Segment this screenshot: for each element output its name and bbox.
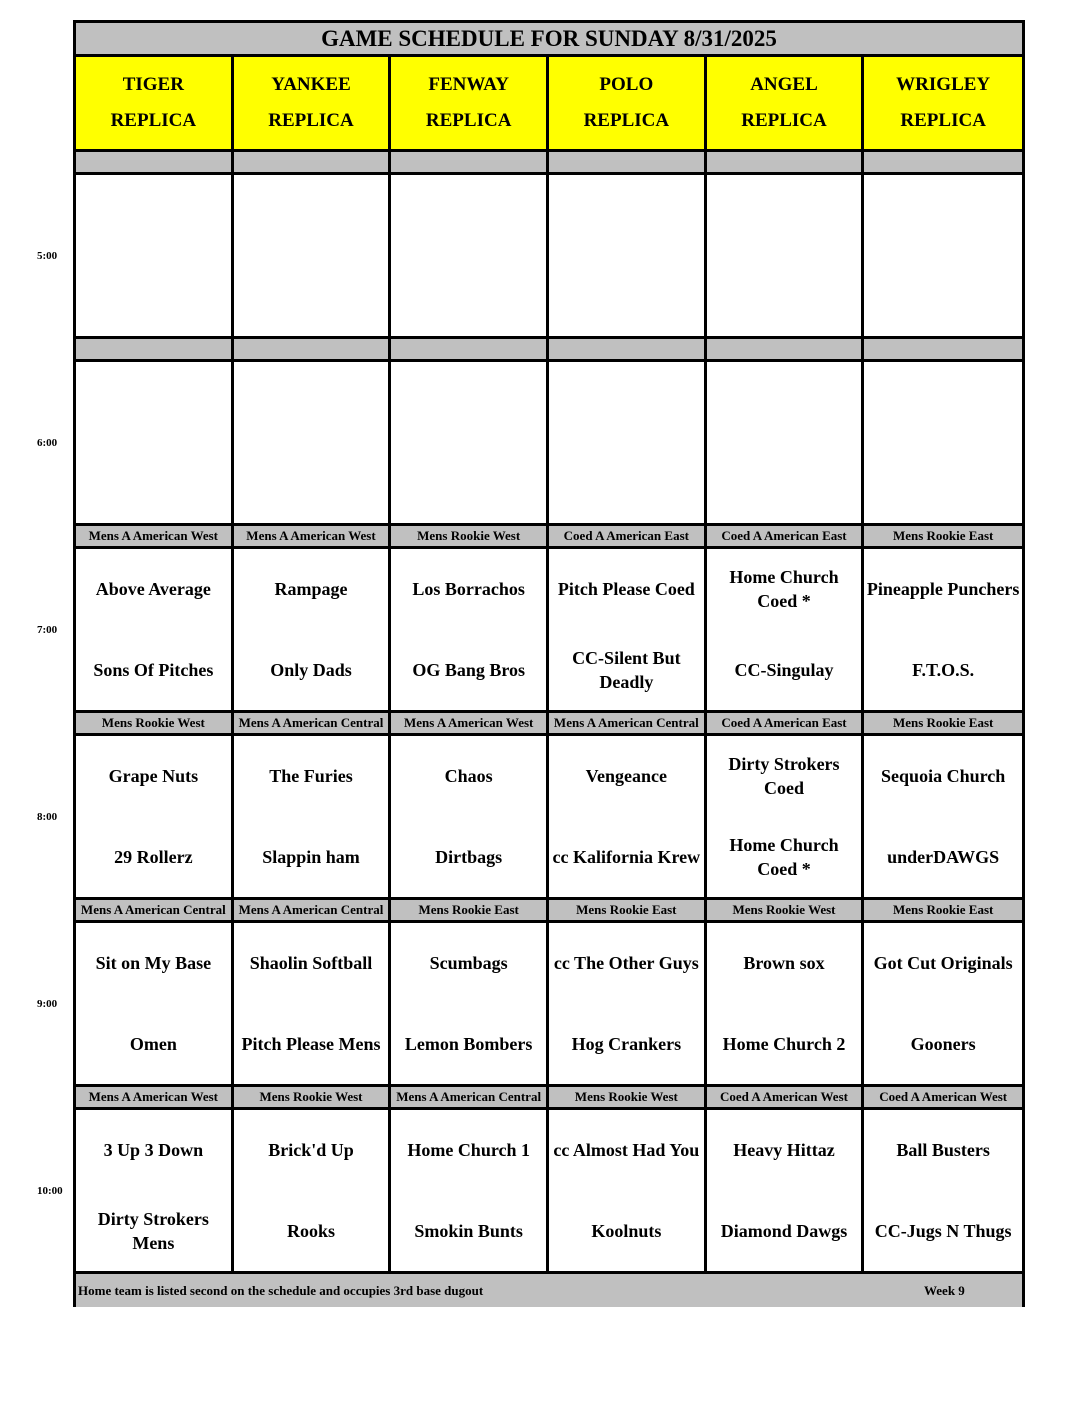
division-label: Mens A American West	[76, 526, 234, 549]
home-team	[234, 256, 389, 337]
away-team: Los Borrachos	[412, 579, 525, 600]
time-label: 10:00	[37, 1185, 63, 1197]
home-team: Slappin ham	[262, 846, 360, 867]
away-team	[76, 175, 231, 256]
away-team	[549, 175, 704, 256]
division-label	[76, 152, 234, 175]
field-name: POLO	[599, 74, 654, 95]
game-cell	[707, 736, 865, 900]
game-cell	[234, 549, 392, 713]
away-team: Grape Nuts	[108, 766, 199, 787]
division-label	[707, 339, 865, 362]
home-team: CC-Singulay	[734, 659, 834, 680]
home-team: Lemon Bombers	[404, 1033, 533, 1054]
home-team: Home Church Coed *	[729, 834, 839, 879]
division-label: Coed A American West	[707, 1087, 865, 1110]
home-team	[234, 443, 389, 524]
schedule-table	[73, 20, 1025, 1307]
game-cell	[549, 362, 707, 526]
division-label: Coed A American East	[707, 713, 865, 736]
game-cell	[864, 923, 1022, 1087]
division-label: Mens Rookie East	[864, 900, 1022, 923]
division-label	[234, 339, 392, 362]
division-label: Mens Rookie West	[707, 900, 865, 923]
away-team: The Furies	[269, 766, 353, 787]
division-label: Mens Rookie East	[864, 713, 1022, 736]
field-name: WRIGLEY	[896, 74, 991, 95]
away-team: Sequoia Church	[881, 766, 1006, 787]
division-label	[549, 152, 707, 175]
game-cell	[76, 549, 234, 713]
division-label: Mens A American Central	[234, 900, 392, 923]
game-cell	[549, 1110, 707, 1274]
division-label	[707, 152, 865, 175]
away-team	[391, 362, 546, 443]
game-cell	[864, 175, 1022, 339]
time-label: 9:00	[37, 998, 58, 1010]
away-team: Home Church Coed *	[729, 567, 839, 612]
away-team	[549, 362, 704, 443]
field-type: REPLICA	[268, 110, 354, 131]
division-label: Mens Rookie West	[391, 526, 549, 549]
time-label: 8:00	[37, 811, 58, 823]
division-label	[234, 152, 392, 175]
field-name: ANGEL	[750, 74, 818, 95]
home-team	[707, 256, 862, 337]
division-label: Mens Rookie West	[76, 713, 234, 736]
field-header-polo	[549, 57, 707, 152]
home-team: underDAWGS	[887, 846, 1000, 867]
field-name: FENWAY	[428, 74, 509, 95]
division-label: Mens A American West	[76, 1087, 234, 1110]
home-team	[391, 443, 546, 524]
division-label: Mens A American West	[391, 713, 549, 736]
game-cell	[864, 1110, 1022, 1274]
home-team: Sons Of Pitches	[93, 659, 214, 680]
home-team	[549, 256, 704, 337]
game-cell	[707, 549, 865, 713]
away-team	[234, 175, 389, 256]
division-label	[391, 339, 549, 362]
home-team: CC-Jugs N Thugs	[874, 1220, 1012, 1241]
home-team: Pitch Please Mens	[241, 1033, 381, 1054]
game-cell	[391, 175, 549, 339]
home-team-note: Home team is listed second on the schedule and occupies 3rd base dugout	[78, 1282, 484, 1298]
away-team: Vengeance	[585, 766, 667, 787]
home-team: Dirtbags	[435, 846, 503, 867]
game-cell	[391, 736, 549, 900]
game-cell	[707, 1110, 865, 1274]
away-team: Above Average	[95, 579, 211, 600]
away-team: Got Cut Originals	[873, 953, 1013, 974]
division-label: Mens A American Central	[391, 1087, 549, 1110]
game-cell	[549, 736, 707, 900]
week-label: Week 9	[924, 1282, 965, 1298]
footer	[76, 1274, 1022, 1307]
home-team: CC-Silent But Deadly	[572, 647, 681, 692]
game-cell	[549, 923, 707, 1087]
home-team: F.T.O.S.	[912, 659, 975, 680]
schedule-title: GAME SCHEDULE FOR SUNDAY 8/31/2025	[76, 23, 1022, 57]
field-type: REPLICA	[425, 110, 512, 131]
away-team	[864, 362, 1022, 443]
game-cell	[234, 1110, 392, 1274]
game-cell	[234, 736, 392, 900]
away-team	[707, 175, 862, 256]
away-team: Pitch Please Coed	[557, 579, 695, 600]
away-team: Chaos	[444, 766, 493, 787]
game-cell	[234, 175, 392, 339]
division-label: Coed A American West	[864, 1087, 1022, 1110]
game-cell	[707, 362, 865, 526]
away-team	[707, 362, 862, 443]
game-cell	[549, 549, 707, 713]
field-name: YANKEE	[271, 74, 351, 95]
away-team	[234, 362, 389, 443]
field-header-wrigley	[864, 57, 1022, 152]
game-cell	[76, 362, 234, 526]
division-label: Mens A American Central	[549, 713, 707, 736]
game-cell	[864, 736, 1022, 900]
division-label: Mens Rookie East	[864, 526, 1022, 549]
away-team: Ball Busters	[896, 1140, 990, 1161]
home-team: Diamond Dawgs	[720, 1220, 848, 1241]
home-team	[864, 443, 1022, 524]
away-team: Pineapple Punchers	[866, 579, 1020, 600]
field-header-angel	[707, 57, 865, 152]
game-cell	[864, 549, 1022, 713]
home-team: Smokin Bunts	[414, 1220, 523, 1241]
home-team: Home Church 2	[722, 1033, 846, 1054]
division-label	[549, 339, 707, 362]
field-header-tiger	[76, 57, 234, 152]
home-team: Omen	[129, 1033, 177, 1054]
home-team: Rooks	[286, 1220, 335, 1241]
division-label: Mens A American West	[234, 526, 392, 549]
division-label	[391, 152, 549, 175]
division-label: Coed A American East	[707, 526, 865, 549]
home-team: Koolnuts	[591, 1220, 662, 1241]
away-team: Brick'd Up	[268, 1140, 354, 1161]
home-team: cc Kalifornia Krew	[552, 846, 701, 867]
home-team	[707, 443, 862, 524]
game-cell	[391, 549, 549, 713]
home-team	[549, 443, 704, 524]
division-label: Mens Rookie East	[549, 900, 707, 923]
division-label: Mens Rookie West	[549, 1087, 707, 1110]
game-cell	[864, 362, 1022, 526]
home-team: 29 Rollerz	[114, 846, 193, 867]
game-cell	[391, 1110, 549, 1274]
home-team	[864, 256, 1022, 337]
division-label	[864, 152, 1022, 175]
away-team: Brown sox	[743, 953, 825, 974]
away-team: Heavy Hittaz	[733, 1140, 835, 1161]
home-team: Only Dads	[270, 659, 352, 680]
home-team	[76, 256, 231, 337]
game-cell	[76, 1110, 234, 1274]
game-cell	[234, 362, 392, 526]
field-type: REPLICA	[900, 110, 986, 131]
home-team: OG Bang Bros	[412, 659, 526, 680]
field-type: REPLICA	[583, 110, 670, 131]
field-header-fenway	[391, 57, 549, 152]
division-label: Mens A American Central	[76, 900, 234, 923]
field-type: REPLICA	[110, 110, 197, 131]
away-team: Home Church 1	[407, 1140, 530, 1161]
away-team	[864, 175, 1022, 256]
division-label	[864, 339, 1022, 362]
game-cell	[707, 175, 865, 339]
away-team: Dirty Strokers Coed	[728, 754, 840, 799]
home-team: Hog Crankers	[571, 1033, 682, 1054]
division-label	[76, 339, 234, 362]
time-label: 7:00	[37, 624, 58, 636]
time-label: 6:00	[37, 437, 58, 449]
division-label: Mens Rookie West	[234, 1087, 392, 1110]
away-team: Shaolin Softball	[249, 953, 373, 974]
away-team	[76, 362, 231, 443]
game-cell	[707, 923, 865, 1087]
division-label: Mens A American Central	[234, 713, 392, 736]
away-team: 3 Up 3 Down	[103, 1140, 204, 1161]
home-team	[391, 256, 546, 337]
game-cell	[391, 362, 549, 526]
game-cell	[76, 175, 234, 339]
away-team: cc Almost Had You	[553, 1140, 700, 1161]
away-team: Sit on My Base	[95, 953, 212, 974]
game-cell	[76, 923, 234, 1087]
time-label: 5:00	[37, 250, 58, 262]
division-label: Mens Rookie East	[391, 900, 549, 923]
game-cell	[76, 736, 234, 900]
away-team: Rampage	[274, 579, 348, 600]
away-team: Scumbags	[429, 953, 508, 974]
home-team: Gooners	[910, 1033, 976, 1054]
game-cell	[549, 175, 707, 339]
field-header-yankee	[234, 57, 392, 152]
home-team	[76, 443, 231, 524]
field-name: TIGER	[122, 74, 184, 95]
away-team	[391, 175, 546, 256]
away-team: cc The Other Guys	[553, 953, 699, 974]
field-type: REPLICA	[741, 110, 827, 131]
home-team: Dirty Strokers Mens	[97, 1208, 209, 1253]
game-cell	[234, 923, 392, 1087]
game-cell	[391, 923, 549, 1087]
division-label: Coed A American East	[549, 526, 707, 549]
